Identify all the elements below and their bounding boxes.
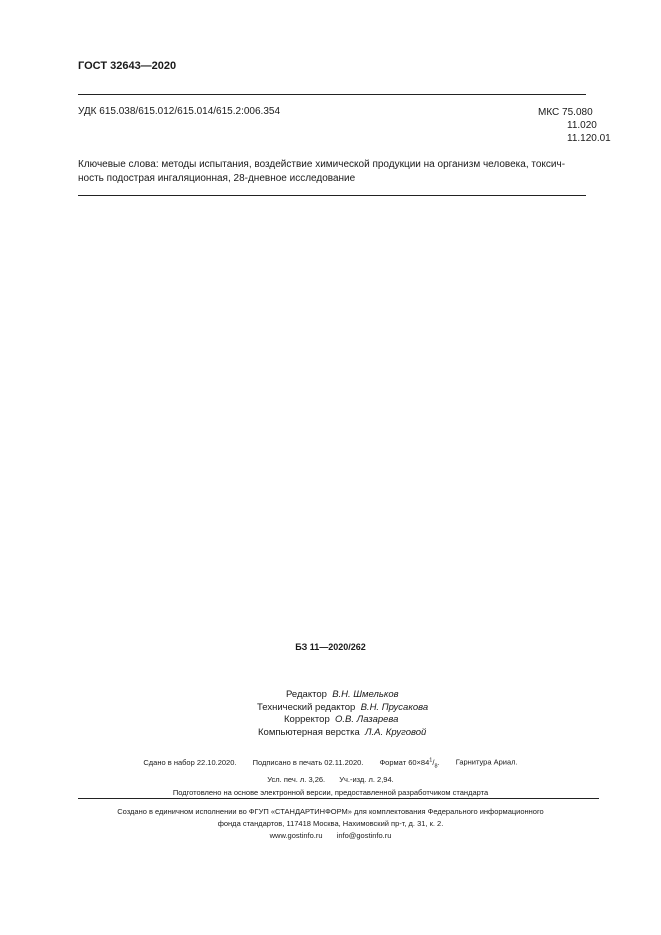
keywords-line-2: ность подострая ингаляционная, 28-дневное исследование bbox=[78, 172, 356, 184]
staff-layout bbox=[248, 727, 428, 740]
keywords bbox=[78, 158, 586, 185]
sent-date: Сдано в набор 22.10.2020. bbox=[143, 757, 237, 767]
print-sheets: Усл. печ. л. 3,26. bbox=[267, 775, 326, 784]
print-info-line-1 bbox=[0, 754, 661, 773]
mks-code-2: 11.020 bbox=[567, 120, 597, 131]
edition-sheets: Уч.-изд. л. 2,94. bbox=[339, 775, 394, 784]
top-divider bbox=[78, 94, 586, 95]
staff-name: Л.А. Круговой bbox=[365, 726, 427, 738]
print-info bbox=[0, 754, 661, 799]
email-link[interactable]: info@gostinfo.ru bbox=[336, 831, 392, 840]
website-link[interactable]: www.gostinfo.ru bbox=[269, 831, 323, 840]
keywords-line-1: Ключевые слова: методы испытания, воздействие химической продукции на организм человека, токсич- bbox=[78, 159, 566, 170]
staff-role: Компьютерная верстка bbox=[258, 726, 360, 738]
bz-number: БЗ 11—2020/262 bbox=[295, 642, 366, 652]
staff-list bbox=[248, 689, 428, 739]
mks-codes bbox=[538, 106, 611, 145]
font-info: Гарнитура Ариал. bbox=[455, 757, 518, 767]
standard-code: ГОСТ 32643—2020 bbox=[78, 60, 177, 72]
publisher-contacts bbox=[0, 830, 661, 842]
staff-tech-editor bbox=[248, 702, 428, 715]
staff-name: В.Н. Прусакова bbox=[360, 701, 429, 713]
staff-role: Корректор bbox=[284, 714, 330, 725]
print-info-line-2 bbox=[0, 773, 661, 786]
staff-role: Редактор bbox=[286, 689, 327, 700]
staff-role: Технический редактор bbox=[257, 701, 356, 713]
publisher-line-1: Создано в единичном исполнении во ФГУП «СТАНДАРТИНФОРМ» для комплектования Федерального информационного bbox=[117, 807, 544, 816]
signed-date: Подписано в печать 02.11.2020. bbox=[252, 757, 364, 767]
prepared-note: Подготовлено на основе электронной версии, предоставленной разработчиком стандарта bbox=[172, 788, 489, 797]
staff-name: В.Н. Шмельков bbox=[332, 689, 399, 700]
staff-corrector bbox=[248, 714, 428, 727]
staff-name: О.В. Лазарева bbox=[335, 714, 399, 725]
paper-format: Формат $60\times 84^1/_8$. bbox=[379, 757, 440, 769]
mks-code-1: МКС 75.080 bbox=[538, 107, 593, 118]
publisher-info bbox=[0, 806, 661, 842]
staff-editor bbox=[248, 689, 428, 702]
publisher-line-2: фонда стандартов, 117418 Москва, Нахимовский пр-т, д. 31, к. 2. bbox=[217, 819, 444, 828]
mks-code-3: 11.120.01 bbox=[567, 133, 611, 144]
bottom-divider bbox=[78, 798, 599, 799]
keywords-divider bbox=[78, 195, 586, 196]
udk-code: УДК 615.038/615.012/615.014/615.2:006.354 bbox=[78, 106, 281, 117]
